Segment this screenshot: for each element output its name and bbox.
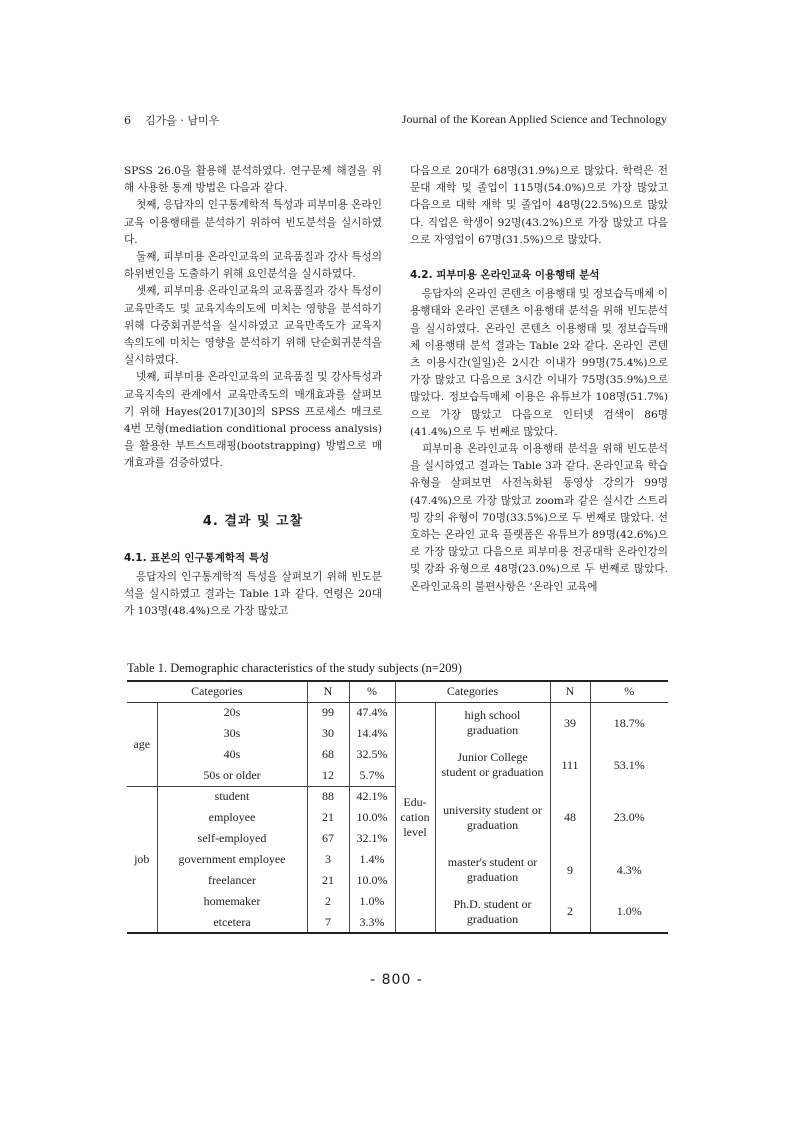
table-cell: 30s <box>157 723 307 744</box>
header-categories: Categories <box>395 681 550 702</box>
table-cell: 14.4% <box>349 723 395 744</box>
table-cell: 20s <box>157 702 307 723</box>
table-cell: master's student or graduation <box>435 849 550 891</box>
table-cell: 12 <box>307 765 349 786</box>
table-cell: 111 <box>550 744 590 786</box>
subsection-title: 4.2. 피부미용 온라인교육 이용행태 분석 <box>410 269 600 282</box>
paragraph: 응답자의 온라인 콘텐츠 이용행태 및 정보습득매체 이용행태와 온라인 콘텐츠 이용행태 분석을 위해 빈도분석을 실시하였다. 온라인 콘텐츠 이용행태 및 정보습득매체 이용행태 분석 결과는 Table 2와 같다. 온라인 콘텐츠 이용시간(일일)은 2시간 이내가 99명(75.4%)으로 가장 많았고 다음으로 3시간 이내가 75명(35.9%)으로 많았다. 정보습득매체 이용은 유튜브가 108명(51.7%)으로 가장 많았고 다음으로 인터넷 검색이 86명(41.4%)으로 두 번째로 많았다. <box>410 288 668 438</box>
demographics-table <box>127 680 668 934</box>
paragraph: 둘째, 피부미용 온라인교육의 교육품질과 강사 특성의 하위변인을 도출하기 위해 요인분석을 실시하였다. <box>124 251 382 281</box>
table-cell: 48 <box>550 786 590 849</box>
table-cell: Junior College student or graduation <box>435 744 550 786</box>
paragraph: SPSS 26.0을 활용해 분석하였다. 연구문제 해결을 위해 사용한 통계 방법은 다음과 같다. <box>124 165 382 195</box>
paragraph: 피부미용 온라인교육 이용행태 분석을 위해 빈도분석을 실시하였고 결과는 Table 3과 같다. 온라인교육 학습유형을 살펴보면 사전녹화된 동영상 강의가 99명(47.4%)으로 가장 많았고 zoom과 같은 실시간 스트리밍 강의 유형이 70명(33.5%)으로 두 번째로 많았다. 선호하는 온라인 교육 플랫폼은 유튜브가 89명(42.6%)으로 가장 많았고 다음으로 피부미용 전공대학 온라인강의 및 강좌 유형으로 48명(23.0%)으로 두 번째로 많았다. 온라인교육의 불편사항은 ‘온라인 교육에 <box>410 443 668 593</box>
table-cell: 40s <box>157 744 307 765</box>
table-cell: 1.0% <box>349 891 395 912</box>
table-cell: 3.3% <box>349 912 395 933</box>
table-cell: high school graduation <box>435 702 550 744</box>
table-cell: 4.3% <box>590 849 668 891</box>
table-cell: 21 <box>307 807 349 828</box>
table-cell: 2 <box>550 891 590 933</box>
table-caption: Table 1. Demographic characteristics of the study subjects (n=209) <box>127 661 462 675</box>
table-cell: 1.4% <box>349 849 395 870</box>
table-cell: university student or graduation <box>435 786 550 849</box>
table-cell: 10.0% <box>349 870 395 891</box>
table-cell: 7 <box>307 912 349 933</box>
left-column <box>124 163 382 621</box>
table-cell: 5.7% <box>349 765 395 786</box>
table-cell: 1.0% <box>590 891 668 933</box>
education-group-label: Edu- cation level <box>395 702 435 933</box>
table-cell: 88 <box>307 786 349 807</box>
table-cell: freelancer <box>157 870 307 891</box>
table-cell: 3 <box>307 849 349 870</box>
header-pct: % <box>349 681 395 702</box>
age-group-label: age <box>133 736 151 751</box>
table-cell: 23.0% <box>590 786 668 849</box>
paragraph: 넷째, 피부미용 온라인교육의 교육품질 및 강사특성과 교육지속의 관계에서 교육만족도의 매개효과를 살펴보기 위해 Hayes(2017)[30]의 SPSS 프로세스 매크로 4번 모형(mediation conditional process analysis)을 활용한 부트스트래핑(bootstrapping) 방법으로 매개효과를 검증하였다. <box>124 371 382 470</box>
table-cell: 30 <box>307 723 349 744</box>
table-cell: etcetera <box>157 912 307 933</box>
table-cell: 50s or older <box>157 765 307 786</box>
job-group-label: job <box>127 786 157 933</box>
table-cell: homemaker <box>157 891 307 912</box>
table-cell: 67 <box>307 828 349 849</box>
section-title: 4. 결과 및 고찰 <box>202 513 304 529</box>
running-header-left <box>124 112 219 128</box>
header-n: N <box>550 681 590 702</box>
table-header-row <box>127 681 668 702</box>
journal-title: Journal of the Korean Applied Science and Technology <box>401 112 667 126</box>
right-column <box>410 163 668 596</box>
table-cell: employee <box>157 807 307 828</box>
table-cell: 47.4% <box>349 702 395 723</box>
table-cell: 2 <box>307 891 349 912</box>
paragraph: 셋째, 피부미용 온라인교육의 교육품질과 강사 특성이 교육만족도 및 교육지속의도에 미치는 영향을 분석하기 위해 다중회귀분석을 실시하였고 교육만족도가 교육지속의도에 미치는 영향을 분석하기 위해 단순회귀분석을 실시하였다. <box>124 285 382 367</box>
table-cell: Ph.D. student or graduation <box>435 891 550 933</box>
header-categories: Categories <box>127 681 307 702</box>
header-pct: % <box>590 681 668 702</box>
table-cell: 32.1% <box>349 828 395 849</box>
table-cell: 10.0% <box>349 807 395 828</box>
table-row <box>127 702 668 723</box>
table-cell: 42.1% <box>349 786 395 807</box>
table-cell: government employee <box>157 849 307 870</box>
paragraph: 첫째, 응답자의 인구통계학적 특성과 피부미용 온라인교육 이용행태를 분석하기 위하여 빈도분석을 실시하였다. <box>124 199 382 246</box>
table-cell: 68 <box>307 744 349 765</box>
page-footer: - 800 - <box>370 972 423 988</box>
subsection-title: 4.1. 표본의 인구통계학적 특성 <box>124 551 270 564</box>
table-cell: 39 <box>550 702 590 744</box>
header-n: N <box>307 681 349 702</box>
paragraph: 다음으로 20대가 68명(31.9%)으로 많았다. 학력은 전문대 재학 및 졸업이 115명(54.0%)으로 가장 많았고 다음으로 대학 재학 및 졸업이 48명(22.5%)으로 많았다. 직업은 학생이 92명(43.2%)으로 가장 많았고 다음으로 자영업이 67명(31.5%)으로 많았다. <box>410 165 668 246</box>
authors: 김가을 · 남미우 <box>145 114 220 127</box>
page-number: 6 <box>124 114 131 127</box>
table-cell: 53.1% <box>590 744 668 786</box>
table-cell: 99 <box>307 702 349 723</box>
table-cell: 32.5% <box>349 744 395 765</box>
paragraph: 응답자의 인구통계학적 특성을 살펴보기 위해 빈도분석을 실시하였고 결과는 Table 1과 같다. 연령은 20대가 103명(48.4%)으로 가장 많았고 <box>124 571 382 618</box>
table-cell: 21 <box>307 870 349 891</box>
table-cell: student <box>157 786 307 807</box>
table-cell: self-employed <box>157 828 307 849</box>
table-cell: 18.7% <box>590 702 668 744</box>
table-cell: 9 <box>550 849 590 891</box>
